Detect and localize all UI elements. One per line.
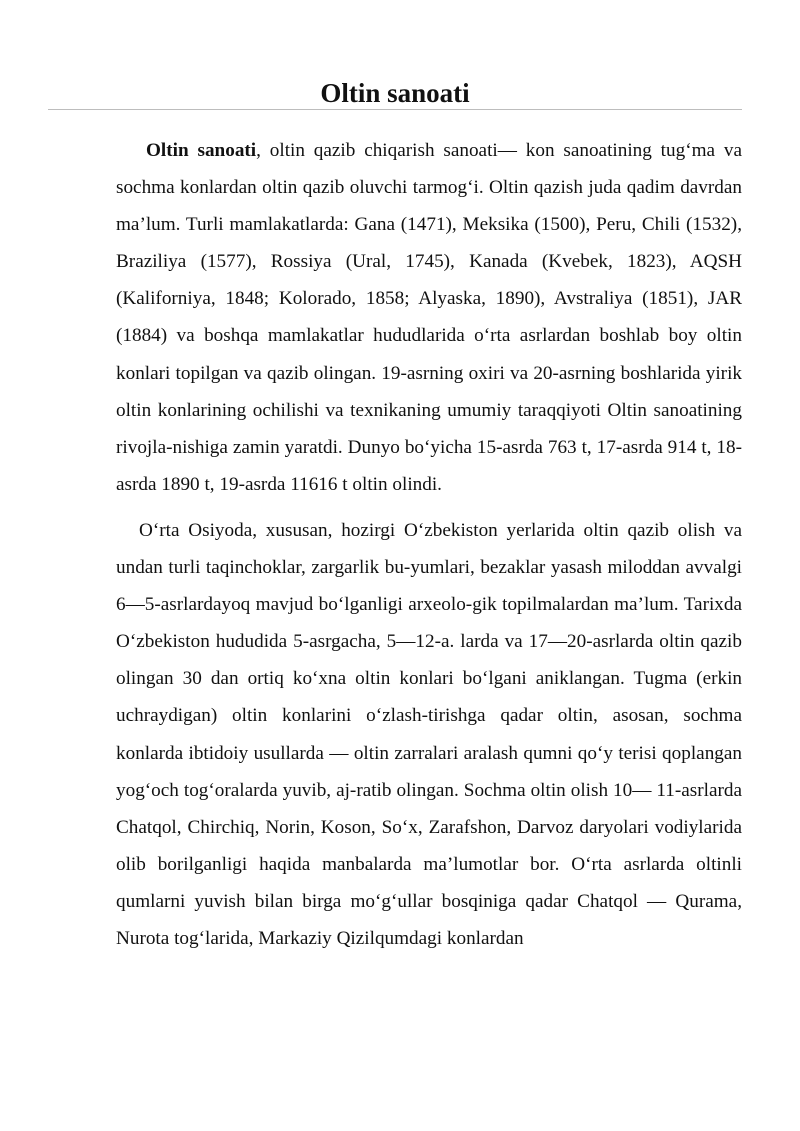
paragraph-1-text: , oltin qazib chiqarish sanoati— kon sanoatining tug‘ma va sochma konlardan oltin qazib oluvchi tarmog‘i. Oltin qazish juda qadim davrdan ma’lum. Turli mamlakatlarda: Gana (1471), Meksika (1500), Peru, Chili (1532), Braziliya (1577), Rossiya (Ural, 1745), Kanada (Kvebek, 1823), AQSH (Kaliforniya, 1848; Kolorado, 1858; Alyaska, 1890), Avstraliya (1851), JAR (1884) va boshqa mamlakatlar hududlarida o‘rta asrlardan boshlab boy oltin konlari topilgan va qazib olingan. 19-asrning oxiri va 20-asrning boshlarida yirik oltin konlarining ochilishi va texnikaning umumiy taraqqiyoti Oltin sanoatining rivojla-nishiga zamin yaratdi. Dunyo bo‘yicha 15-asrda 763 t, 17-asrda 914 t, 18-asrda 1890 t, 19-asrda 11616 t oltin olindi.: [116, 140, 742, 495]
paragraph-2-text: O‘rta Osiyoda, xususan, hozirgi O‘zbekiston yerlarida oltin qazib olish va undan turli taqinchoklar, zargarlik bu-yumlari, bezaklar yasash miloddan avvalgi 6—5-asrlardayoq mavjud bo‘lganligi arxeolo-gik topilmalardan ma’lum. Tarixda O‘zbekiston hududida 5-asrgacha, 5—12-a. larda va 17—20-asrlarda oltin qazib olingan 30 dan ortiq ko‘xna oltin konlari bo‘lgani aniklangan. Tugma (erkin uchraydigan) oltin konlarini o‘zlash-tirishga qadar oltin, asosan, sochma konlarda ibtidoiy usullarda — oltin zarralari aralash qumni qo‘y terisi qoplangan yog‘och tog‘oralarda yuvib, aj-ratib olingan. Sochma oltin olish 10— 11-asrlarda Chatqol, Chirchiq, Norin, Koson, So‘x, Zarafshon, Darvoz daryolari vodiylarida olib borilganligi haqida manbalarda ma’lumotlar bor. O‘rta asrlarda oltinli qumlarni yuvish bilan birga mo‘g‘ullar bosqiniga qadar Chatqol — Qurama, Nurota tog‘larida, Markaziy Qizilqumdagi konlardan: [116, 519, 742, 949]
article-body: [116, 132, 742, 957]
paragraph-2: [116, 512, 742, 957]
paragraph-1: [116, 132, 742, 503]
lead-term: Oltin sanoati: [146, 140, 257, 161]
page-title: Oltin sanoati: [320, 78, 470, 108]
title-divider: [48, 109, 742, 110]
